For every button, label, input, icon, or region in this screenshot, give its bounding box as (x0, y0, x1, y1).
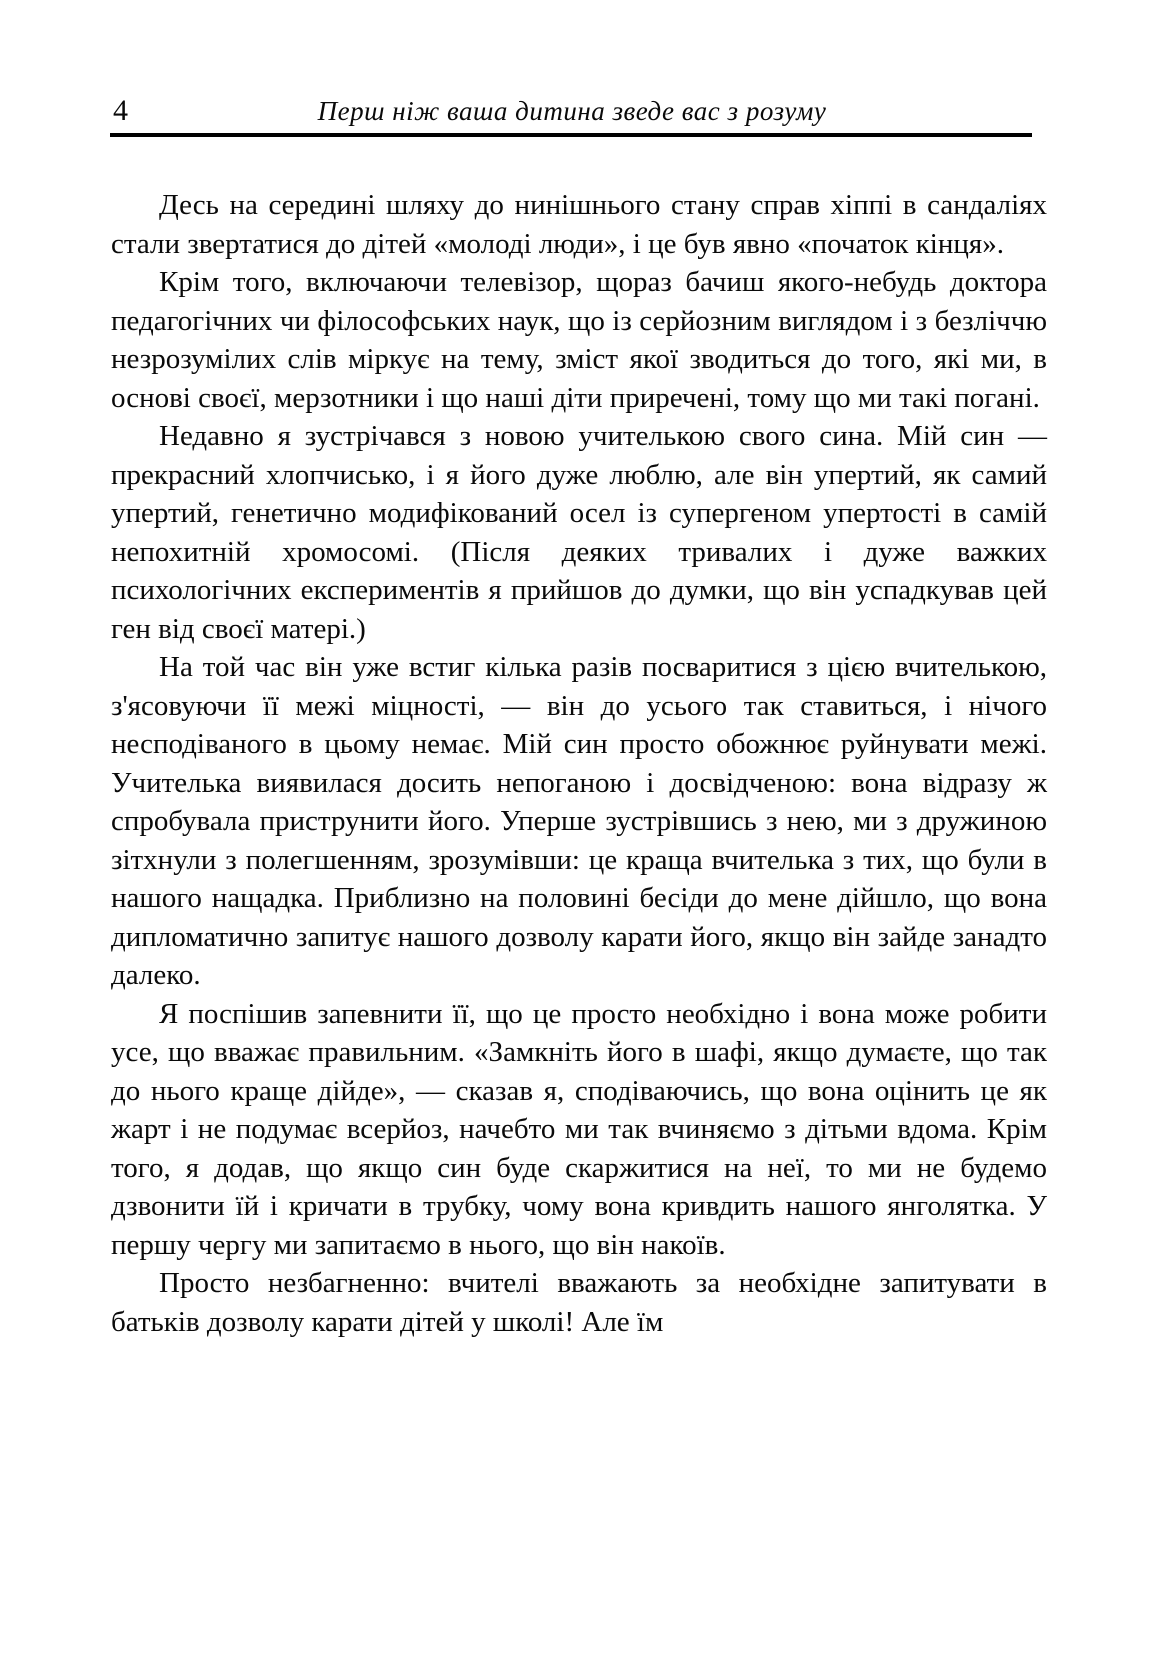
paragraph: Я поспішив запевнити її, що це просто необхідно і вона може робити усе, що вважає правильним. «Замкніть його в шафі, якщо думаєте, що так до нього краще дійде», — сказав я, сподіваючись, що вона оцінить це як жарт і не подумає всерйоз, начебто ми так вчиняємо з дітьми вдома. Крім того, я додав, що якщо син буде скаржитися на неї, то ми не будемо дзвонити їй і кричати в трубку, чому вона кривдить нашого янголятка. У першу чергу ми запитаємо в нього, що він накоїв. (111, 997, 1047, 1261)
page-number: 4 (113, 94, 128, 127)
running-title: Перш ніж ваша дитина зведе вас з розуму (317, 96, 827, 126)
running-header (111, 94, 1033, 130)
header-rule-divider (110, 133, 1032, 137)
page-body (111, 186, 1047, 1341)
paragraph: Просто незбагненно: вчителі вважають за необхідне запитувати в батьків дозволу карати дітей у школі! Але їм (111, 1267, 1047, 1338)
paragraph: Крім того, включаючи телевізор, щораз бачиш якого-небудь доктора педагогічних чи філософських наук, що із серйозним виглядом і з безліччю незрозумілих слів міркує на тему, зміст якої зводиться до того, які ми, в основі своєї, мерзотники і що наші діти приречені, тому що ми такі погані. (111, 266, 1047, 414)
paragraph: Недавно я зустрічався з новою учителькою свого сина. Мій син — прекрасний хлопчисько, і я його дуже люблю, але він упертий, як самий упертий, генетично модифікований осел із супергеном упертості в самій непохитній хромосомі. (Після деяких тривалих і дуже важких психологічних експериментів я прийшов до думки, що він успадкував цей ген від своєї матері.) (111, 420, 1047, 645)
paragraph: Десь на середині шляху до нинішнього стану справ хіппі в сандаліях стали звертатися до дітей «молоді люди», і це був явно «початок кінця». (111, 189, 1047, 260)
paragraph: На той час він уже встиг кілька разів посваритися з цією вчителькою, з'ясовуючи її межі міцності, — він до усього так ставиться, і нічого несподіваного в цьому немає. Мій син просто обожнює руйнувати межі. Учителька виявилася досить непоганою і досвідченою: вона відразу ж спробувала приструнити його. Уперше зустрівшись з нею, ми з дружиною зітхнули з полегшенням, зрозумівши: це краща вчителька з тих, що були в нашого нащадка. Приблизно на половині бесіди до мене дійшло, що вона дипломатично запитує нашого дозволу карати його, якщо він зайде занадто далеко. (111, 651, 1047, 991)
